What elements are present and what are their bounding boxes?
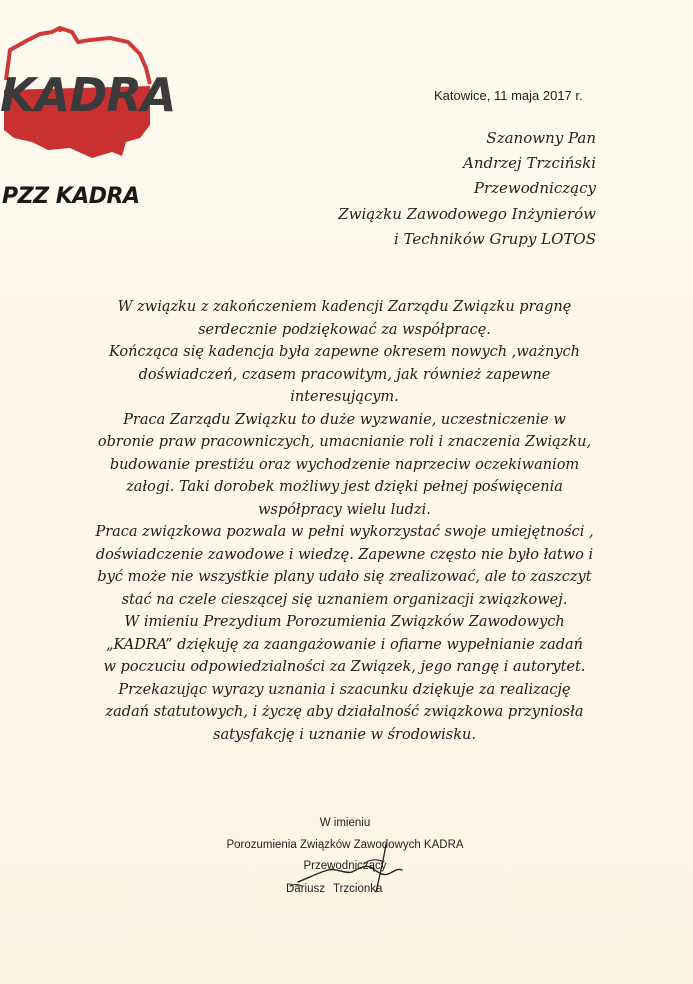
brand-name: KADRA <box>0 68 176 122</box>
body-line: Praca Zarządu Związku to duże wyzwanie, uczestniczenie w <box>123 411 566 428</box>
body-line: współpracy wielu ludzi. <box>258 501 431 518</box>
body-line: zadań statutowych, i życzę aby działalność związkowa przyniosła <box>105 704 584 720</box>
addressee-line: i Techników Grupy LOTOS <box>393 229 596 248</box>
body-line: Kończąca się kadencja była zapewne okresem nowych ,ważnych <box>108 344 581 360</box>
letter-date: Katowice, 11 maja 2017 r. <box>434 88 583 103</box>
signer-name: Dariusz Trzcionka <box>286 883 383 895</box>
body-line: Przekazując wyrazy uznania i szacunku dziękuje za realizację <box>118 681 571 698</box>
body-line: serdecznie podziękować za współpracę. <box>198 321 491 338</box>
signature-line: Porozumienia Związków Zawodowych KADRA <box>226 838 464 851</box>
body-line: W związku z zakończeniem kadencji Zarządu Związku pragnę <box>117 299 572 315</box>
letter-body <box>72 296 617 746</box>
body-line: „KADRA” dziękuję za zaangażowanie i ofiarne wypełnianie zadań <box>105 636 584 653</box>
addressee-line: Szanowny Pan <box>486 129 596 147</box>
body-line: w poczuciu odpowiedzialności za Związek, jego rangę i autorytet. <box>103 659 586 675</box>
body-line: Praca związkowa pozwala w pełni wykorzystać swoje umiejętności , <box>95 524 594 540</box>
body-line: załogi. Taki dorobek możliwy jest dzięki pełnej poświęcenia <box>126 479 563 495</box>
body-line: W imieniu Prezydium Porozumienia Związków Zawodowych <box>124 614 565 630</box>
signature-line: W imieniu <box>319 817 371 829</box>
body-line: satysfakcję i uznanie w środowisku. <box>213 726 476 743</box>
addressee-line: Związku Zawodowego Inżynierów <box>338 204 596 223</box>
signature-line: Przewodniczący <box>303 860 387 872</box>
addressee-block <box>338 126 596 252</box>
body-line: doświadczeń, czasem pracowitym, jak również zapewne <box>138 366 551 383</box>
addressee-line: Przewodniczący <box>473 179 596 198</box>
body-line: obronie praw pracowniczych, umacnianie roli i znaczenia Związku, <box>97 434 592 450</box>
addressee-line: Andrzej Trzciński <box>463 154 596 173</box>
brand-subtitle: PZZ KADRA <box>2 184 140 209</box>
kadra-logo <box>0 20 176 209</box>
body-line: doświadczenie zawodowe i wiedzę. Zapewne często nie było łatwo i <box>95 546 594 563</box>
body-line: stać na czele cieszącej się uznaniem organizacji związkowej. <box>121 591 568 608</box>
body-line: interesującym. <box>290 389 399 405</box>
body-line: budowanie prestiżu oraz wychodzenie naprzeciw oczekiwaniom <box>109 456 580 473</box>
body-line: być może nie wszystkie plany udało się zrealizować, ale to zaszczyt <box>97 569 592 585</box>
